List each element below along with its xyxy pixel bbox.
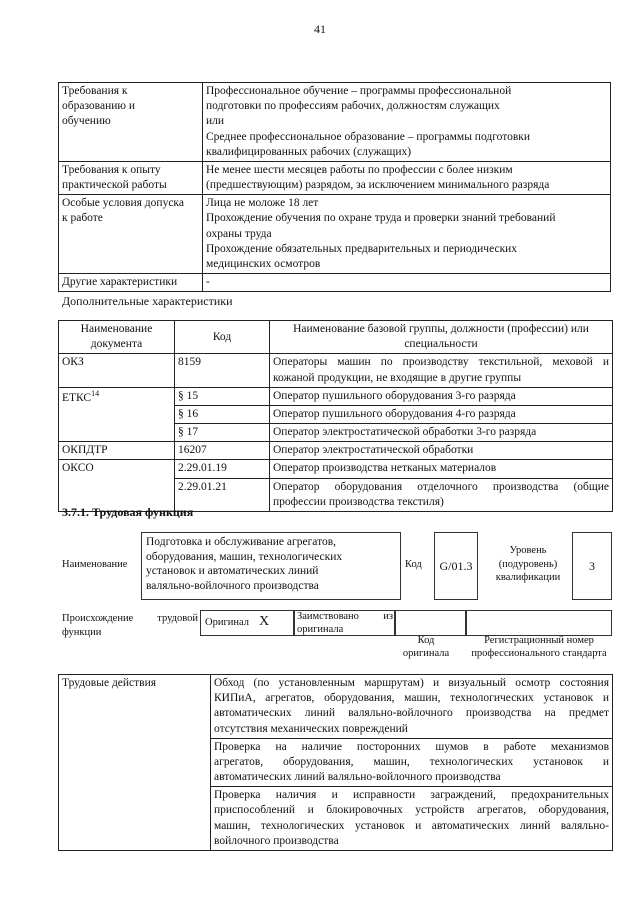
labor-action-item: Обход (по установленным маршрутам) и визуальный осмотр состояния КИПиА, агрегатов, оборудования, машин, технологических установок и автоматических линий валяльно-войлочного производства на предмет отсутствия механических повреждений: [211, 675, 613, 739]
code-cell: 2.29.01.21: [175, 478, 270, 511]
origin-label: Происхождение трудовой функции: [62, 613, 198, 638]
name-cell: Оператор электростатической обработки: [270, 442, 613, 460]
code-label: Код: [405, 559, 422, 570]
function-heading: 3.7.1. Трудовая функция: [62, 505, 194, 519]
name-cell: Оператор оборудования отделочного производства (общие профессии производства текстиля): [270, 478, 613, 511]
education-value: Профессиональное обучение – программы профессиональной подготовки по профессиям рабочих, должностям служащих или Среднее профессиональное образование – программы подготовки квалифицированных рабочих (служащих): [203, 83, 611, 162]
table-row: [59, 195, 611, 274]
reg-number-box: [466, 610, 612, 636]
page-number: 41: [314, 22, 326, 36]
name-cell: Оператор электростатической обработки 3-го разряда: [270, 424, 613, 442]
code-cell: § 17: [175, 424, 270, 442]
education-label: Требования к образованию и обучению: [59, 83, 203, 162]
original-code-box: [394, 610, 466, 636]
code-cell: § 16: [175, 405, 270, 423]
doc-cell: ЕТКС$^{14}$: [59, 387, 175, 442]
labor-action-item: Проверка на наличие посторонних шумов в работе механизмов агрегатов, оборудования, машин, технологических установок и автоматических линий валяльно-войлочного производства: [211, 738, 613, 787]
header-name: Наименование базовой группы, должности (профессии) или специальности: [270, 321, 613, 354]
code-cell: § 15: [175, 387, 270, 405]
name-cell: Оператор пушильного оборудования 4-го разряда: [270, 405, 613, 423]
doc-cell: ОКСО: [59, 460, 175, 512]
admission-label: Особые условия допуска к работе: [59, 195, 203, 274]
table-row: [59, 354, 613, 387]
borrowed-box: Заимствовано из оригинала: [294, 610, 396, 636]
reg-number-caption: Регистрационный номер профессионального стандарта: [471, 635, 607, 660]
header-doc: Наименование документа: [59, 321, 175, 354]
additional-table: [58, 320, 613, 512]
name-cell: Операторы машин по производству текстильной, меховой и кожаной продукции, не входящие в другие группы: [270, 354, 613, 387]
other-value: -: [203, 274, 611, 292]
code-cell: 2.29.01.19: [175, 460, 270, 478]
code-cell: 8159: [175, 354, 270, 387]
table-row: [59, 460, 613, 478]
other-label: Другие характеристики: [59, 274, 203, 292]
table-row: [59, 675, 613, 739]
name-label: Наименование: [62, 559, 128, 570]
name-cell: Оператор производства нетканых материалов: [270, 460, 613, 478]
level-value-box: 3: [572, 532, 612, 600]
footnote-ref: 14: [91, 388, 100, 398]
table-row: [59, 83, 611, 162]
table-row: [59, 274, 611, 292]
table-row: [59, 161, 611, 194]
admission-value: Лица не моложе 18 лет Прохождение обучения по охране труда и проверки знаний требований охраны труда Прохождение обязательных предварительных и периодических медицинских осмотров: [203, 195, 611, 274]
original-box: Оригинал X: [200, 610, 294, 636]
experience-value: Не менее шести месяцев работы по профессии с более низким (предшествующим) разрядом, за исключением минимального разряда: [203, 161, 611, 194]
table-row: [59, 442, 613, 460]
code-value-box: G/01.3: [434, 532, 478, 600]
original-mark: X: [259, 614, 270, 629]
doc-cell: ОКПДТР: [59, 442, 175, 460]
level-label: Уровень (подуровень) квалификации: [495, 545, 561, 584]
header-code: Код: [175, 321, 270, 354]
requirements-table: [58, 82, 611, 292]
additional-title: Дополнительные характеристики: [62, 294, 233, 308]
table-row: [59, 387, 613, 405]
doc-cell: ОКЗ: [59, 354, 175, 387]
table-header-row: [59, 321, 613, 354]
labor-actions-label: Трудовые действия: [59, 675, 211, 851]
original-code-caption: Код оригинала: [402, 635, 450, 660]
name-cell: Оператор пушильного оборудования 3-го разряда: [270, 387, 613, 405]
labor-actions-table: [58, 674, 613, 851]
function-name-box: Подготовка и обслуживание агрегатов, оборудования, машин, технологических установок и автоматических линий валяльно-войлочного производства: [141, 532, 401, 600]
experience-label: Требования к опыту практической работы: [59, 161, 203, 194]
labor-action-item: Проверка наличия и исправности заграждений, предохранительных приспособлений и блокировочных устройств агрегатов, оборудования, машин, технологических установок и автоматических линий валяльно- войлочного производства: [211, 787, 613, 851]
code-cell: 16207: [175, 442, 270, 460]
